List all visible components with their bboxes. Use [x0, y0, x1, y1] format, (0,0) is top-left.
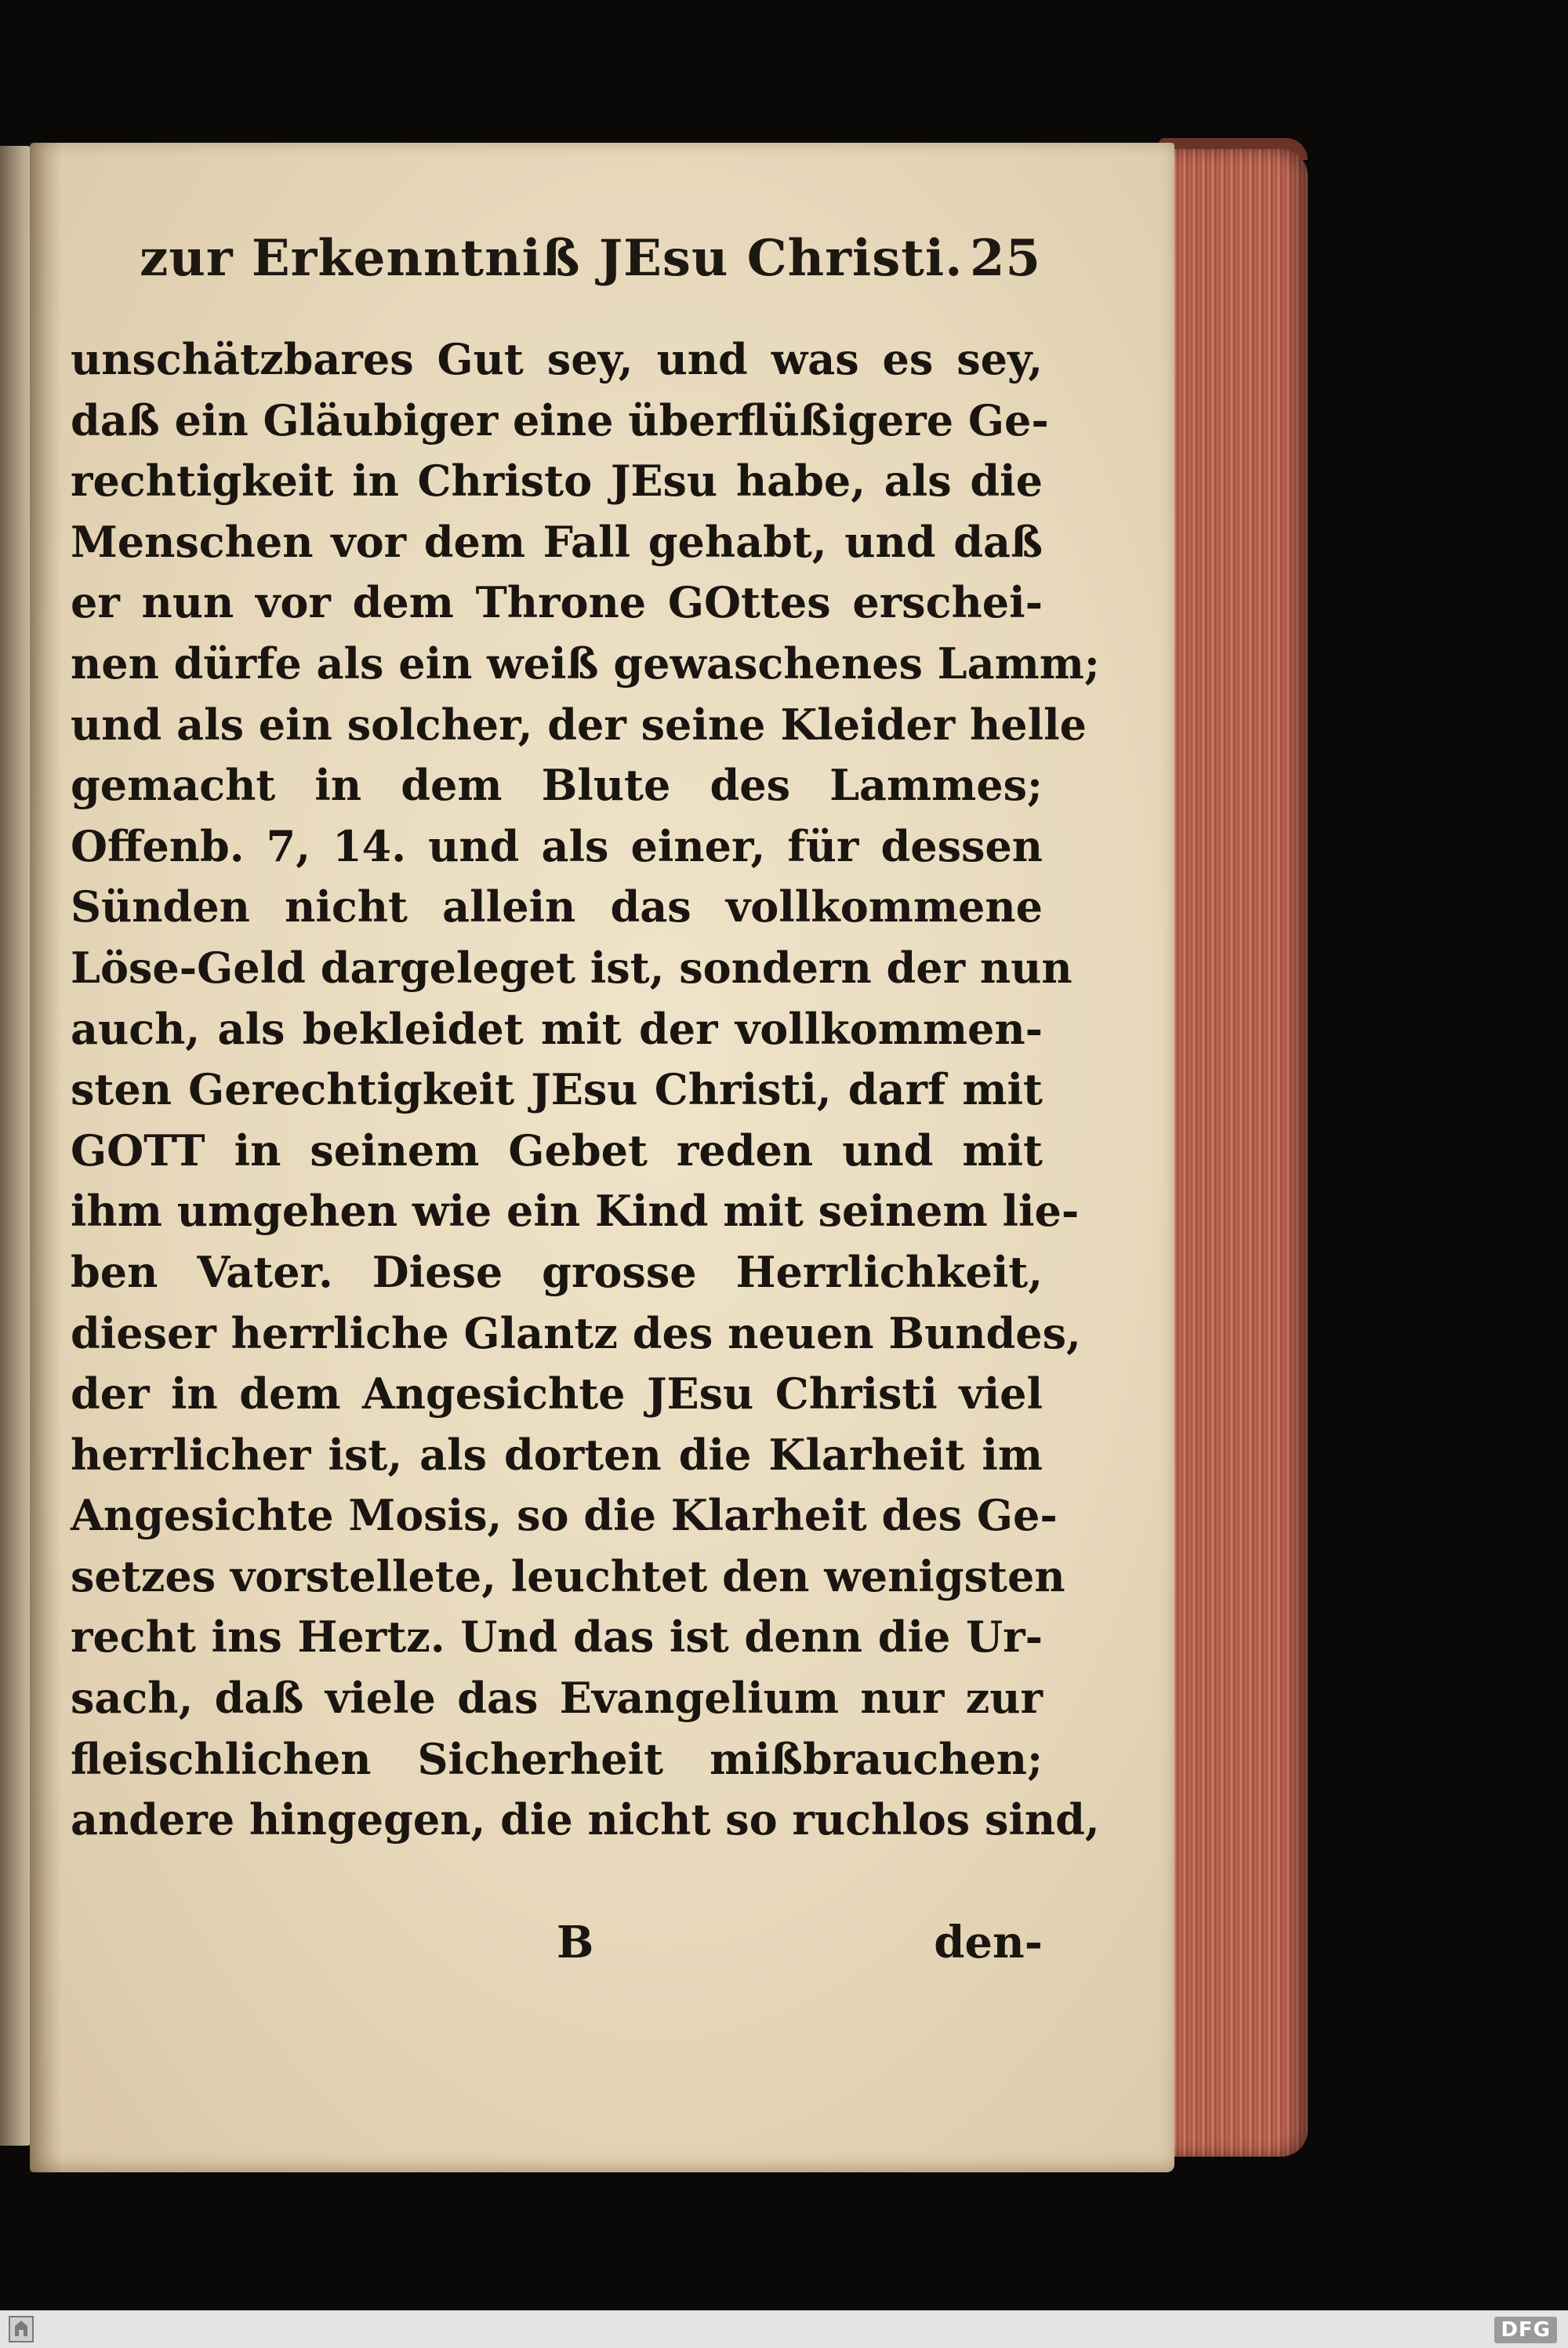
text-line: Menschen vor dem Fall gehabt, und daß: [71, 516, 1043, 567]
text-line: sten Gerechtigkeit JEsu Christi, darf mit: [71, 1064, 1043, 1115]
text-line: rechtigkeit in Christo JEsu habe, als die: [71, 456, 1043, 507]
page-header: [140, 229, 1041, 300]
text-line: sach, daß viele das Evangelium nur zur: [71, 1673, 1043, 1724]
text-line: er nun vor dem Throne GOttes erschei-: [71, 577, 1043, 628]
text-line: fleischlichen Sicherheit mißbrauchen;: [71, 1733, 1043, 1784]
text-line: und als ein solcher, der seine Kleider helle: [71, 699, 1087, 750]
dfg-logo[interactable]: DFG: [1494, 2317, 1557, 2343]
text-line: gemacht in dem Blute des Lammes;: [71, 760, 1043, 811]
text-line: herrlicher ist, als dorten die Klarheit im: [71, 1429, 1043, 1480]
text-line: GOTT in seinem Gebet reden und mit: [71, 1125, 1043, 1176]
page-footer: [71, 1917, 1043, 1979]
text-line: recht ins Hertz. Und das ist denn die Ur-: [71, 1612, 1043, 1663]
text-line: Angesichte Mosis, so die Klarheit des Ge-: [71, 1490, 1058, 1541]
text-line: nen dürfe als ein weiß gewaschenes Lamm;: [71, 638, 1100, 689]
page-number: 25: [969, 229, 1041, 288]
text-line: ben Vater. Diese grosse Herrlichkeit,: [71, 1246, 1043, 1297]
text-line: dieser herrliche Glantz des neuen Bundes,: [71, 1307, 1081, 1358]
text-line: setzes vorstellete, leuchtet den wenigsten: [71, 1550, 1065, 1601]
viewer-bottom-bar: [0, 2310, 1568, 2348]
gutter-shadow: [30, 143, 61, 2172]
body-text: [71, 329, 1100, 1851]
library-seal-icon[interactable]: [8, 2315, 34, 2343]
running-title: zur Erkenntniß JEsu Christi.: [140, 229, 964, 288]
text-line: Offenb. 7, 14. und als einer, für dessen: [71, 820, 1043, 871]
text-line: auch, als bekleidet mit der vollkommen-: [71, 1003, 1043, 1054]
text-line: daß ein Gläubiger eine überflüßigere Ge-: [71, 394, 1049, 445]
catchword: den-: [934, 1917, 1043, 1968]
facing-page-edge: [0, 146, 33, 2146]
text-line: unschätzbares Gut sey, und was es sey,: [71, 334, 1043, 384]
signature-mark: B: [557, 1917, 594, 1968]
text-line: ihm umgehen wie ein Kind mit seinem lie-: [71, 1186, 1080, 1237]
book-fore-edge: [1159, 149, 1308, 2157]
text-line: der in dem Angesichte JEsu Christi viel: [71, 1368, 1043, 1419]
text-line: Löse-Geld dargeleget ist, sondern der nun: [71, 942, 1073, 993]
text-line: andere hingegen, die nicht so ruchlos sind,: [71, 1794, 1100, 1845]
book-page: [30, 143, 1174, 2172]
text-line: Sünden nicht allein das vollkommene: [71, 881, 1043, 932]
